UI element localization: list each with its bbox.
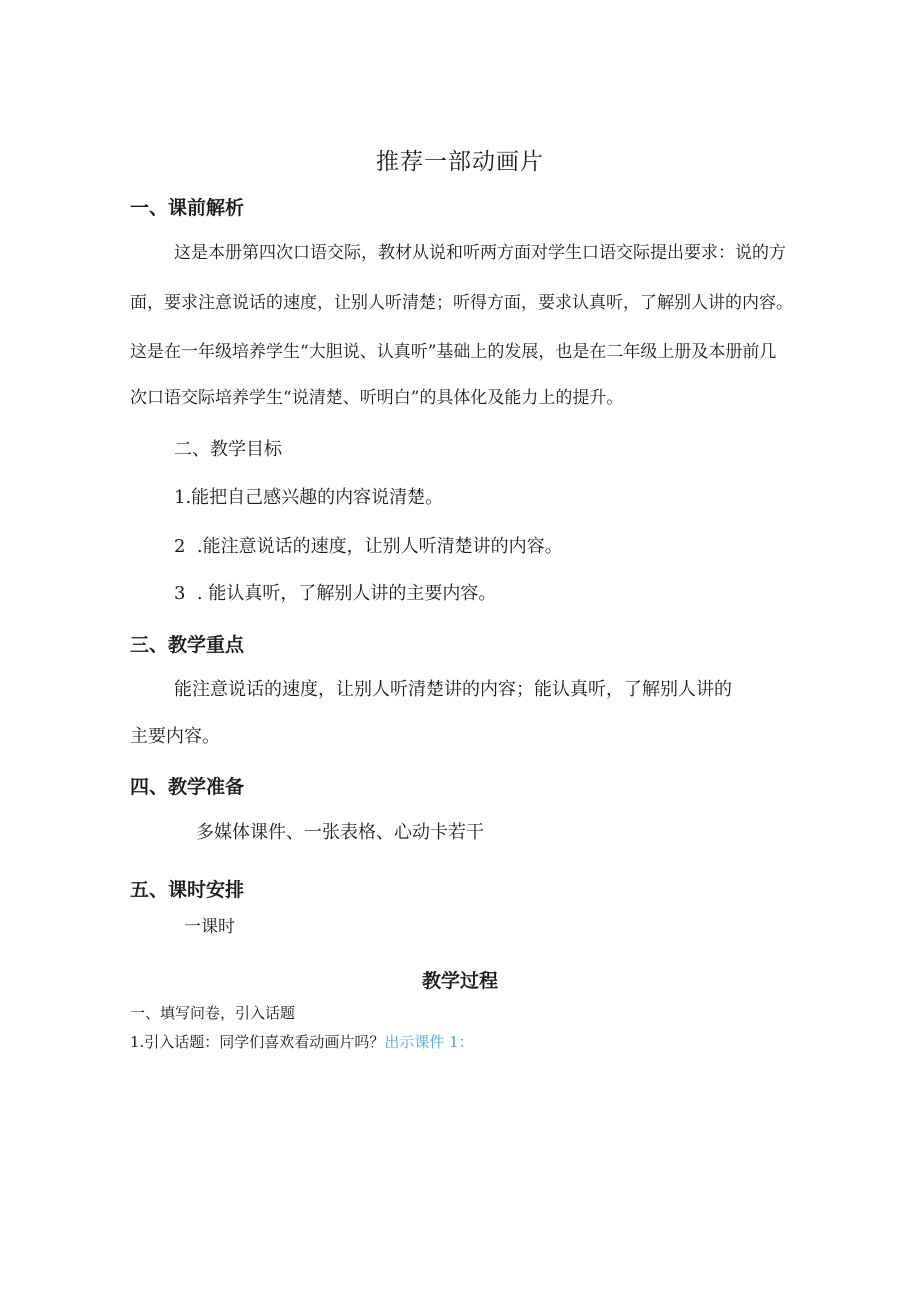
analysis-line-2: 面，要求注意说话的速度，让别人听清楚；听得方面，要求认真听，了解别人讲的内容。 — [130, 293, 793, 313]
page-title: 推荐一部动画片 — [376, 149, 544, 175]
courseware-link[interactable]: 出示课件 1： — [384, 1033, 474, 1051]
section-keypoints-heading: 三、教学重点 — [130, 634, 245, 656]
analysis-line-3: 这是在一年级培养学生“大胆说、认真听”基础上的发展，也是在二年级上册及本册前几 — [130, 342, 777, 362]
goal-item-3: 3 . 能认真听，了解别人讲的主要内容。 — [174, 583, 497, 604]
keypoints-line-2: 主要内容。 — [130, 726, 220, 747]
schedule-text: 一课时 — [184, 917, 235, 937]
process-step-1-1 — [130, 1031, 474, 1052]
section-schedule-heading: 五、课时安排 — [130, 879, 245, 901]
analysis-line-1: 这是本册第四次口语交际，教材从说和听两方面对学生口语交际提出要求：说的方 — [174, 243, 786, 263]
goal-item-2: 2 .能注意说话的速度，让别人听清楚讲的内容。 — [174, 536, 563, 557]
section-analysis-heading: 一、课前解析 — [130, 197, 245, 219]
section-goals-heading: 二、教学目标 — [174, 439, 282, 460]
section-preparation-heading: 四、教学准备 — [130, 776, 245, 798]
process-heading: 教学过程 — [421, 970, 498, 992]
analysis-line-4: 次口语交际培养学生“说清楚、听明白”的具体化及能力上的提升。 — [130, 388, 624, 408]
keypoints-line-1: 能注意说话的速度，让别人听清楚讲的内容；能认真听，了解别人讲的 — [174, 679, 732, 700]
preparation-text: 多媒体课件、一张表格、心动卡若干 — [196, 822, 484, 843]
process-step-1: 一、填写问卷，引入话题 — [130, 1004, 296, 1022]
process-step-1-1-text: 1.引入话题：同学们喜欢看动画片吗？ — [130, 1033, 385, 1051]
goal-item-1: 1.能把自己感兴趣的内容说清楚。 — [174, 487, 444, 508]
